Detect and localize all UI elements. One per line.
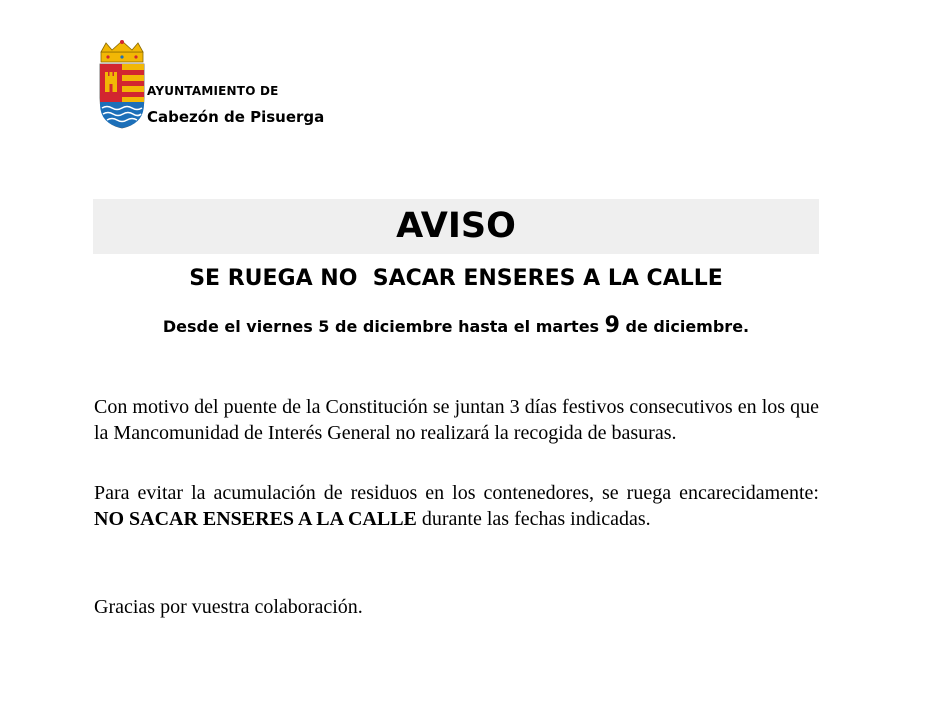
notice-subtitle: SE RUEGA NO SACAR ENSERES A LA CALLE bbox=[189, 266, 723, 291]
p2-text-end: durante las fechas indicadas. bbox=[416, 507, 651, 530]
notice-dates bbox=[93, 313, 819, 338]
notice-title: AVISO bbox=[396, 206, 516, 246]
dates-end-day: 9 bbox=[604, 313, 620, 338]
notice-title-band bbox=[93, 199, 819, 254]
org-name-line1: AYUNTAMIENTO DE bbox=[147, 84, 279, 98]
closing-thanks: Gracias por vuestra colaboración. bbox=[94, 596, 363, 618]
p2-bold-warning: NO SACAR ENSERES A LA CALLE bbox=[94, 507, 417, 530]
dates-text-end: de diciembre. bbox=[619, 317, 750, 336]
municipal-coat-of-arms-icon bbox=[95, 40, 149, 130]
org-name-line2: Cabezón de Pisuerga bbox=[147, 108, 325, 126]
p2-text-start: Para evitar la acumulación de residuos en los contenedores, se ruega encarecidamente: bbox=[94, 482, 819, 504]
body-paragraph-2 bbox=[94, 481, 819, 532]
dates-text-start: Desde el viernes 5 de diciembre hasta el martes bbox=[162, 317, 605, 336]
body-paragraph-1: Con motivo del puente de la Constitución se juntan 3 días festivos consecutivos en los que la Mancomunidad de Interés General no realizará la recogida de basuras. bbox=[94, 396, 819, 444]
letterhead bbox=[95, 40, 335, 132]
